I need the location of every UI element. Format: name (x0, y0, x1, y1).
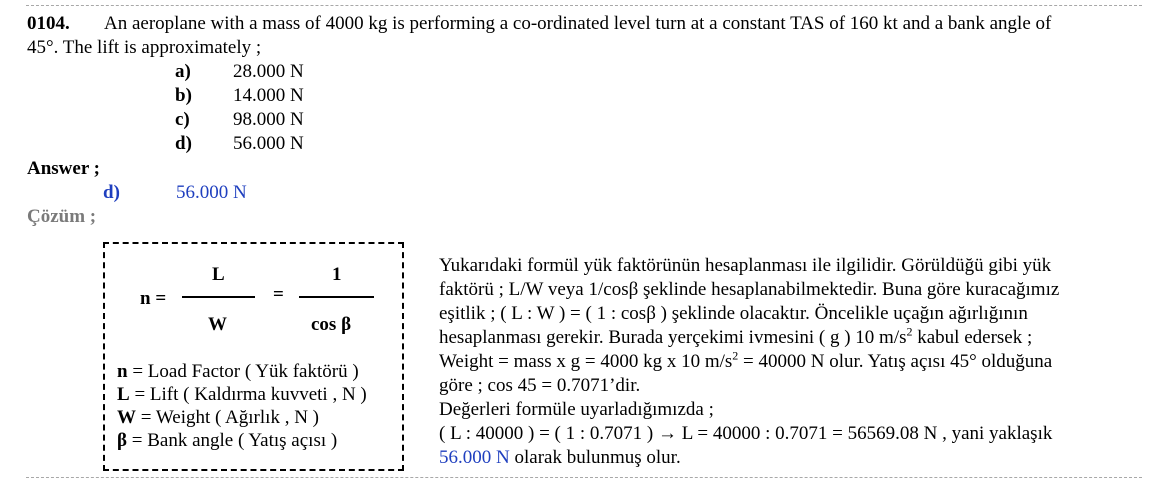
legend-text: = Load Factor ( Yük faktörü ) (127, 361, 359, 382)
superscript: 2 (906, 324, 913, 339)
legend-text: = Lift ( Kaldırma kuvveti , N ) (129, 384, 367, 405)
explanation-line: ( L : 40000 ) = ( 1 : 0.7071 ) → L = 40000 : 0.7071 = 56569.08 N , yani yaklaşık (439, 423, 1053, 444)
option-value: 14.000 N (233, 85, 304, 106)
fraction-bar-1 (182, 296, 255, 298)
solution-heading: Çözüm ; (27, 206, 97, 227)
option-value: 98.000 N (233, 109, 304, 130)
explanation-line (439, 326, 1139, 350)
answer-letter: d) (103, 182, 120, 203)
explanation-line (439, 350, 1139, 374)
option-value: 28.000 N (233, 61, 304, 82)
explanation-line: faktörü ; L/W veya 1/cosβ şeklinde hesaplanabilmektedir. Buna göre kuracağımız (439, 279, 1060, 300)
answer-value: 56.000 N (176, 182, 247, 203)
top-divider (26, 5, 1142, 6)
legend-item-w (117, 407, 319, 429)
formula-denominator-1: W (208, 314, 227, 335)
explanation-segment: olarak bulunmuş olur. (509, 447, 681, 468)
explanation-segment: hesaplanması gerekir. Burada yerçekimi ivmesini ( g ) 10 m/s (439, 327, 907, 348)
bottom-divider (26, 477, 1142, 478)
superscript: 2 (732, 348, 739, 363)
explanation-line: Yukarıdaki formül yük faktörünün hesaplanması ile ilgilidir. Görüldüğü gibi yük (439, 255, 1052, 276)
legend-item-beta (117, 430, 337, 452)
option-letter: c) (175, 109, 190, 130)
option-value: 56.000 N (233, 133, 304, 154)
explanation-segment: = 40000 N olur. Yatış açısı 45° olduğuna (738, 351, 1053, 372)
explanation-line (439, 446, 1139, 470)
legend-item-l (117, 384, 367, 406)
explanation-text (439, 254, 1139, 470)
legend-text: = Weight ( Ağırlık , N ) (136, 407, 319, 428)
question-number: 0104. (27, 13, 70, 34)
legend-symbol: β (117, 430, 128, 451)
explanation-line: eşitlik ; ( L : W ) = ( 1 : cosβ ) şeklinde olacaktır. Öncelikle uçağın ağırlığının (439, 303, 1028, 324)
option-letter: d) (175, 133, 192, 154)
legend-text: = Bank angle ( Yatış açısı ) (127, 430, 338, 451)
legend-symbol: W (117, 407, 136, 428)
option-letter: b) (175, 85, 192, 106)
question-text-line1: An aeroplane with a mass of 4000 kg is performing a co-ordinated level turn at a constant TAS of 160 kt and a bank angle of (104, 13, 1052, 34)
formula-denominator-2: cos β (311, 314, 352, 335)
explanation-line: göre ; cos 45 = 0.7071’dir. (439, 375, 641, 396)
explanation-segment: kabul edersek ; (912, 327, 1033, 348)
formula-box (103, 242, 404, 471)
option-letter: a) (175, 61, 191, 82)
question-text-line2: 45°. The lift is approximately ; (27, 37, 262, 58)
explanation-answer-highlight: 56.000 N (439, 447, 510, 468)
answer-heading: Answer ; (27, 158, 101, 179)
fraction-bar-2 (299, 296, 374, 298)
explanation-segment: Weight = mass x g = 4000 kg x 10 m/s (439, 351, 733, 372)
formula-numerator-1: L (212, 264, 225, 285)
formula-equals: = (273, 284, 284, 305)
explanation-line: Değerleri formüle uyarladığımızda ; (439, 399, 714, 420)
legend-symbol: L (117, 384, 130, 405)
formula-numerator-2: 1 (332, 264, 342, 285)
formula-lhs: n = (140, 288, 167, 309)
legend-item-n (117, 361, 359, 383)
legend-symbol: n (117, 361, 128, 382)
